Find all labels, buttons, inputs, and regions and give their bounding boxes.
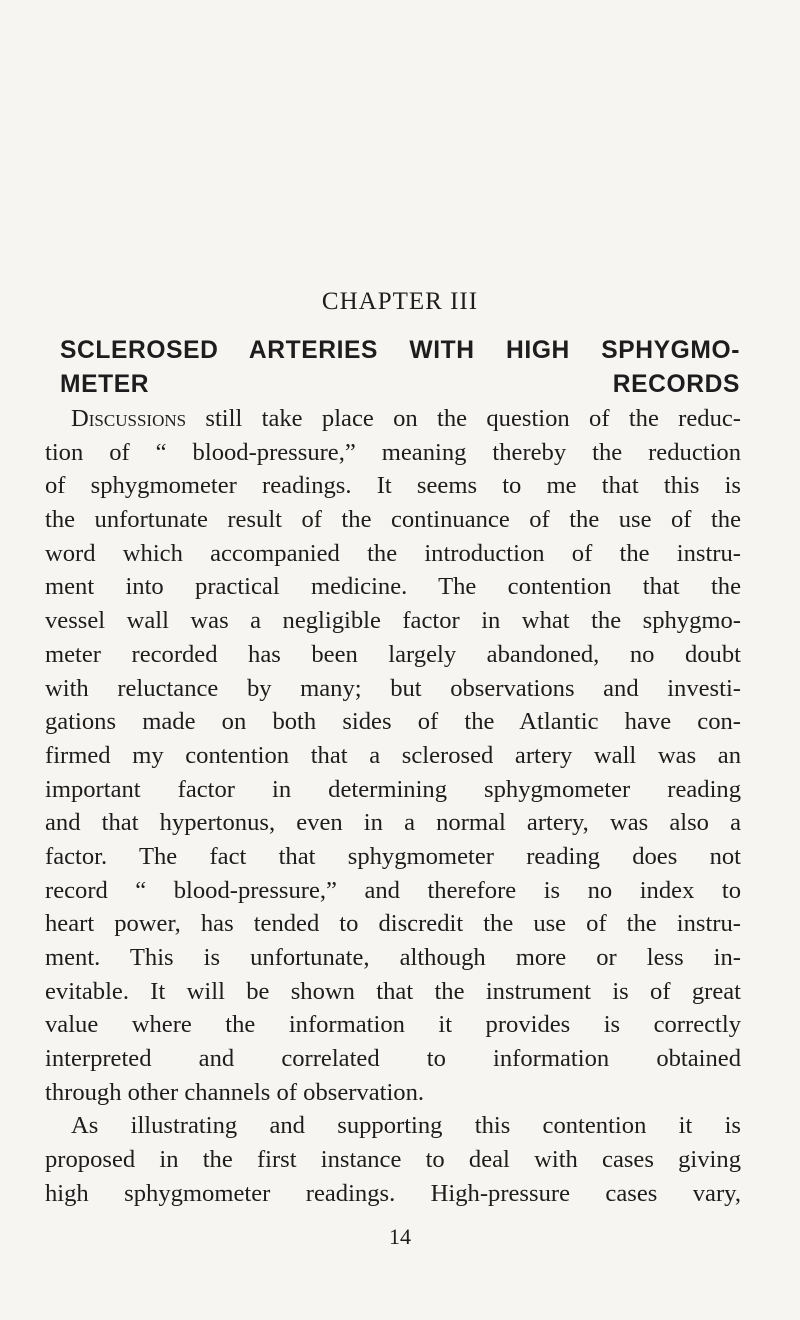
text-line: high sphygmometer readings. High-pressure cases vary,	[45, 1179, 741, 1207]
chapter-title	[60, 334, 740, 401]
text-line: the unfortunate result of the continuance of the use of the	[45, 506, 741, 534]
text-line: Discussions still take place on the question of the reduc-	[71, 405, 741, 432]
text-line: firmed my contention that a sclerosed artery wall was an	[45, 741, 741, 769]
text-line: with reluctance by many; but observations and investi-	[45, 674, 741, 702]
opening-word: Discussions	[71, 405, 187, 432]
text-line: value where the information it provides is correctly	[45, 1011, 741, 1039]
text-line: word which accompanied the introduction of the instru-	[45, 539, 741, 567]
text-line: ment into practical medicine. The contention that the	[45, 573, 741, 601]
text-line: vessel wall was a negligible factor in what the sphygmo-	[45, 607, 741, 635]
text-line: through other channels of observation.	[45, 1078, 425, 1106]
text-line: As illustrating and supporting this contention it is	[71, 1112, 741, 1140]
text-line: of sphygmometer readings. It seems to me that this is	[45, 472, 741, 500]
text-line: and that hypertonus, even in a normal artery, was also a	[45, 809, 741, 837]
text-line: record “ blood-pressure,” and therefore is no index to	[45, 876, 741, 904]
text-line: interpreted and correlated to information obtained	[45, 1045, 741, 1073]
chapter-label: CHAPTER III	[321, 288, 479, 315]
text-line: heart power, has tended to discredit the use of the instru-	[45, 910, 741, 938]
chapter-title-line: METER RECORDS	[60, 370, 740, 398]
text-line: gations made on both sides of the Atlantic have con-	[45, 708, 741, 736]
text-line: meter recorded has been largely abandoned, no doubt	[45, 640, 741, 668]
text-line: tion of “ blood-pressure,” meaning thereby the reduction	[45, 438, 741, 466]
text-line: factor. The fact that sphygmometer reading does not	[45, 842, 741, 870]
text-line: evitable. It will be shown that the instrument is of great	[45, 977, 741, 1005]
body-text	[45, 402, 741, 1211]
text-line: ment. This is unfortunate, although more or less in-	[45, 944, 741, 971]
text-line: important factor in determining sphygmometer reading	[45, 775, 741, 803]
text-line: proposed in the first instance to deal with cases giving	[45, 1146, 741, 1174]
page-number: 14	[389, 1224, 411, 1249]
chapter-title-line: SCLEROSED ARTERIES WITH HIGH SPHYGMO-	[60, 337, 740, 364]
